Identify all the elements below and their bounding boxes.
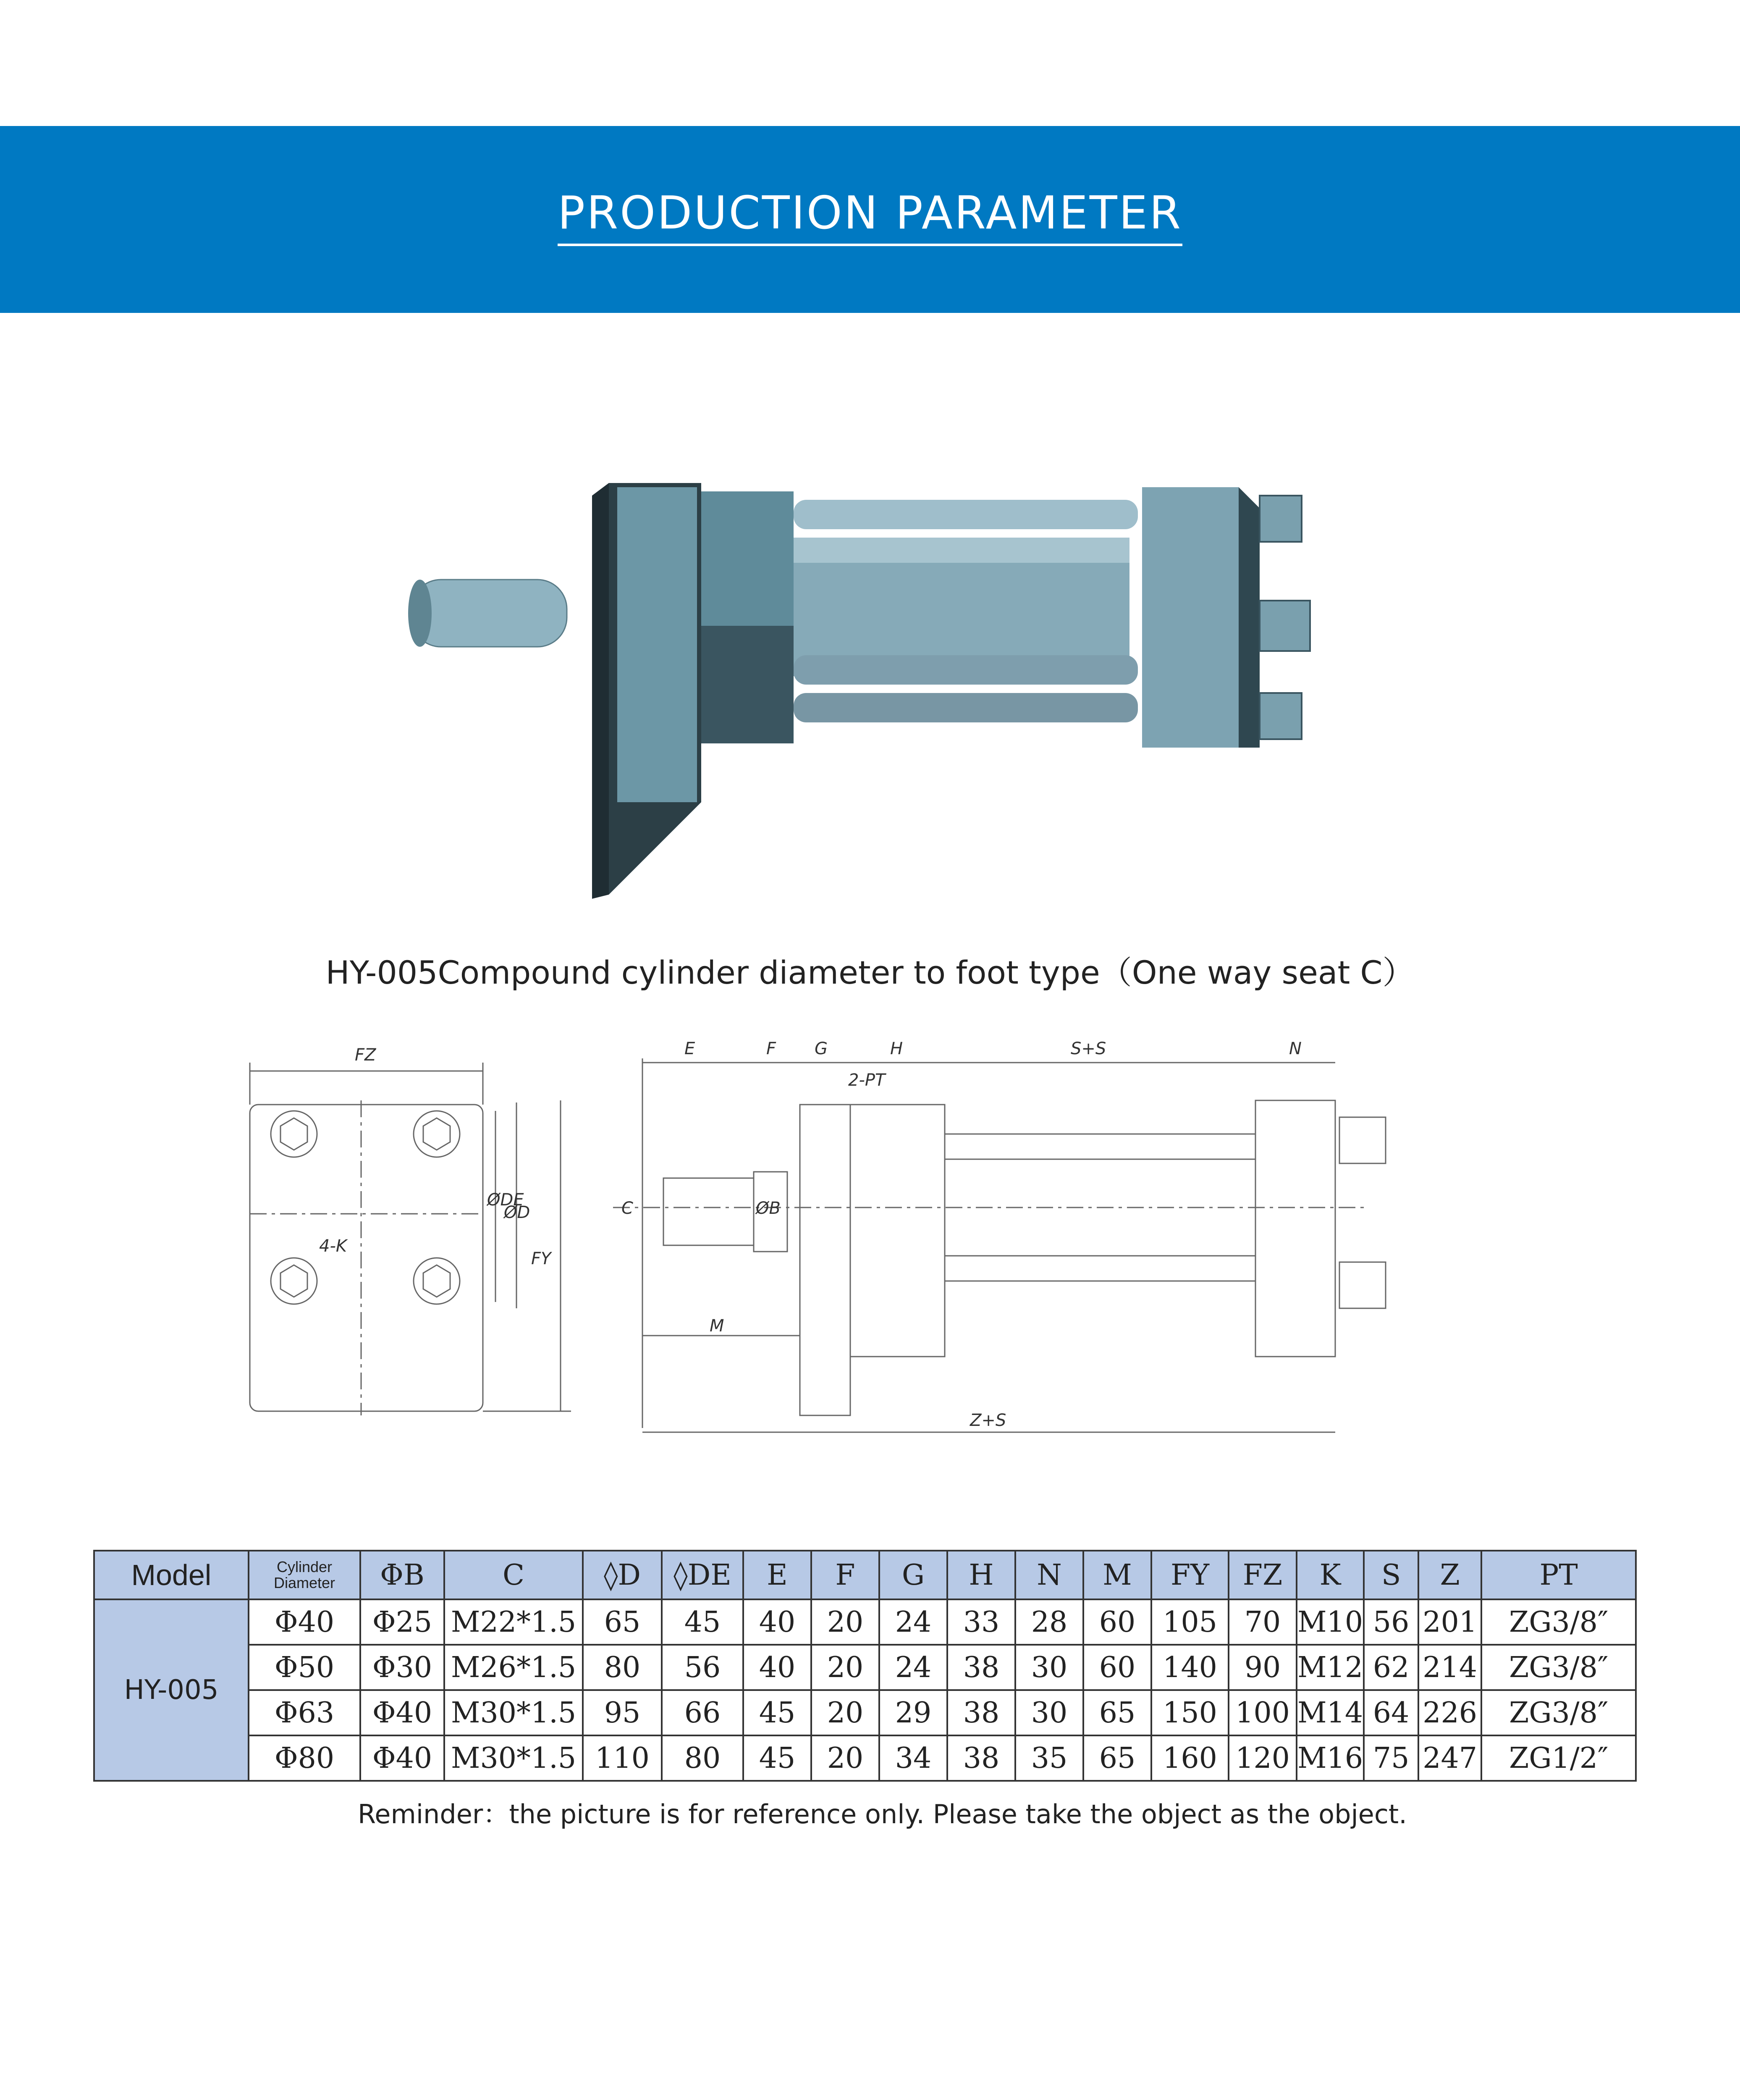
label-de: ØDE	[487, 1190, 524, 1210]
cell: 226	[1418, 1690, 1481, 1735]
col-de: ◊DE	[662, 1551, 743, 1599]
cell: M30*1.5	[444, 1735, 583, 1781]
cell: 40	[743, 1599, 811, 1645]
col-f: F	[811, 1551, 879, 1599]
col-fz: FZ	[1229, 1551, 1297, 1599]
label-g: G	[815, 1039, 828, 1058]
cell: 160	[1151, 1735, 1229, 1781]
parameter-table	[93, 1550, 1637, 1782]
col-g: G	[879, 1551, 947, 1599]
cell: 40	[743, 1645, 811, 1690]
cell: M12	[1297, 1645, 1364, 1690]
cell: 56	[1364, 1599, 1418, 1645]
cell: Φ63	[249, 1690, 360, 1735]
cell: 45	[743, 1735, 811, 1781]
technical-drawing	[235, 1037, 1428, 1457]
cell: Φ30	[360, 1645, 444, 1690]
label-b: ØB	[756, 1199, 781, 1218]
cell: 150	[1151, 1690, 1229, 1735]
cell: M16	[1297, 1735, 1364, 1781]
cell: 120	[1229, 1735, 1297, 1781]
cell: 38	[947, 1645, 1015, 1690]
label-h: H	[890, 1039, 903, 1058]
cell: 64	[1364, 1690, 1418, 1735]
cell: 45	[662, 1599, 743, 1645]
cell: 56	[662, 1645, 743, 1690]
cell: 20	[811, 1645, 879, 1690]
cell: 60	[1083, 1645, 1151, 1690]
label-m: M	[710, 1316, 724, 1336]
cell: 28	[1015, 1599, 1083, 1645]
cell: 95	[583, 1690, 662, 1735]
cell: 38	[947, 1735, 1015, 1781]
label-fz: FZ	[355, 1045, 376, 1065]
cell: ZG3/8″	[1481, 1645, 1636, 1690]
cell: 20	[811, 1690, 879, 1735]
cell: Φ40	[360, 1690, 444, 1735]
cell: ZG3/8″	[1481, 1690, 1636, 1735]
cell: M30*1.5	[444, 1690, 583, 1735]
cell: 214	[1418, 1645, 1481, 1690]
cell: 30	[1015, 1645, 1083, 1690]
table-header-row	[94, 1551, 1636, 1599]
cell: 110	[583, 1735, 662, 1781]
cell: 66	[662, 1690, 743, 1735]
col-n: N	[1015, 1551, 1083, 1599]
cell: 65	[1083, 1690, 1151, 1735]
col-b: ΦB	[360, 1551, 444, 1599]
col-e: E	[743, 1551, 811, 1599]
cell: 34	[879, 1735, 947, 1781]
cell: ZG1/2″	[1481, 1735, 1636, 1781]
label-fy: FY	[531, 1249, 551, 1268]
cell: 29	[879, 1690, 947, 1735]
cell: 65	[583, 1599, 662, 1645]
product-caption: HY-005Compound cylinder diameter to foot type（One way seat C）	[325, 954, 1415, 991]
cell: Φ40	[249, 1599, 360, 1645]
label-e: E	[684, 1039, 695, 1058]
label-d: ØD	[504, 1203, 530, 1222]
col-model: Model	[94, 1551, 249, 1599]
cell: 75	[1364, 1735, 1418, 1781]
col-pt: PT	[1481, 1551, 1636, 1599]
cell: M10	[1297, 1599, 1364, 1645]
cell: 140	[1151, 1645, 1229, 1690]
col-fy: FY	[1151, 1551, 1229, 1599]
cell: 201	[1418, 1599, 1481, 1645]
col-cylinder-diameter: Cylinder Diameter	[249, 1551, 360, 1599]
cell: 24	[879, 1599, 947, 1645]
cell: 70	[1229, 1599, 1297, 1645]
col-z: Z	[1418, 1551, 1481, 1599]
cell: 24	[879, 1645, 947, 1690]
table-row	[94, 1599, 1636, 1645]
table-row	[94, 1690, 1636, 1735]
cell: 80	[662, 1735, 743, 1781]
cell: 20	[811, 1599, 879, 1645]
cell: 45	[743, 1690, 811, 1735]
label-ss: S+S	[1071, 1039, 1106, 1058]
cell: Φ25	[360, 1599, 444, 1645]
label-c: C	[621, 1199, 633, 1218]
cell: 105	[1151, 1599, 1229, 1645]
cell: 35	[1015, 1735, 1083, 1781]
label-pt: 2-PT	[848, 1071, 886, 1090]
cell: 20	[811, 1735, 879, 1781]
cell: 100	[1229, 1690, 1297, 1735]
table-row	[94, 1645, 1636, 1690]
cell: 247	[1418, 1735, 1481, 1781]
col-d: ◊D	[583, 1551, 662, 1599]
model-cell: HY-005	[94, 1599, 249, 1781]
cylinder-render	[403, 475, 1327, 907]
cell: Φ40	[360, 1735, 444, 1781]
header-banner	[0, 126, 1740, 313]
cell: Φ50	[249, 1645, 360, 1690]
label-f: F	[766, 1039, 776, 1058]
cell: M14	[1297, 1690, 1364, 1735]
col-c: C	[444, 1551, 583, 1599]
cell: 90	[1229, 1645, 1297, 1690]
cell: 60	[1083, 1599, 1151, 1645]
reminder-text: Reminder：the picture is for reference only. Please take the object as the object.	[358, 1799, 1407, 1830]
col-s: S	[1364, 1551, 1418, 1599]
cell: 38	[947, 1690, 1015, 1735]
label-zs: Z+S	[970, 1411, 1006, 1430]
table-row	[94, 1735, 1636, 1781]
cell: 33	[947, 1599, 1015, 1645]
col-k: K	[1297, 1551, 1364, 1599]
cell: 80	[583, 1645, 662, 1690]
cell: Φ80	[249, 1735, 360, 1781]
cell: M22*1.5	[444, 1599, 583, 1645]
col-h: H	[947, 1551, 1015, 1599]
page-title: PRODUCTION PARAMETER	[0, 187, 1740, 239]
cell: M26*1.5	[444, 1645, 583, 1690]
cell: 62	[1364, 1645, 1418, 1690]
col-m: M	[1083, 1551, 1151, 1599]
label-n: N	[1289, 1039, 1302, 1058]
cell: 30	[1015, 1690, 1083, 1735]
label-4k: 4-K	[319, 1236, 347, 1256]
cell: ZG3/8″	[1481, 1599, 1636, 1645]
cell: 65	[1083, 1735, 1151, 1781]
